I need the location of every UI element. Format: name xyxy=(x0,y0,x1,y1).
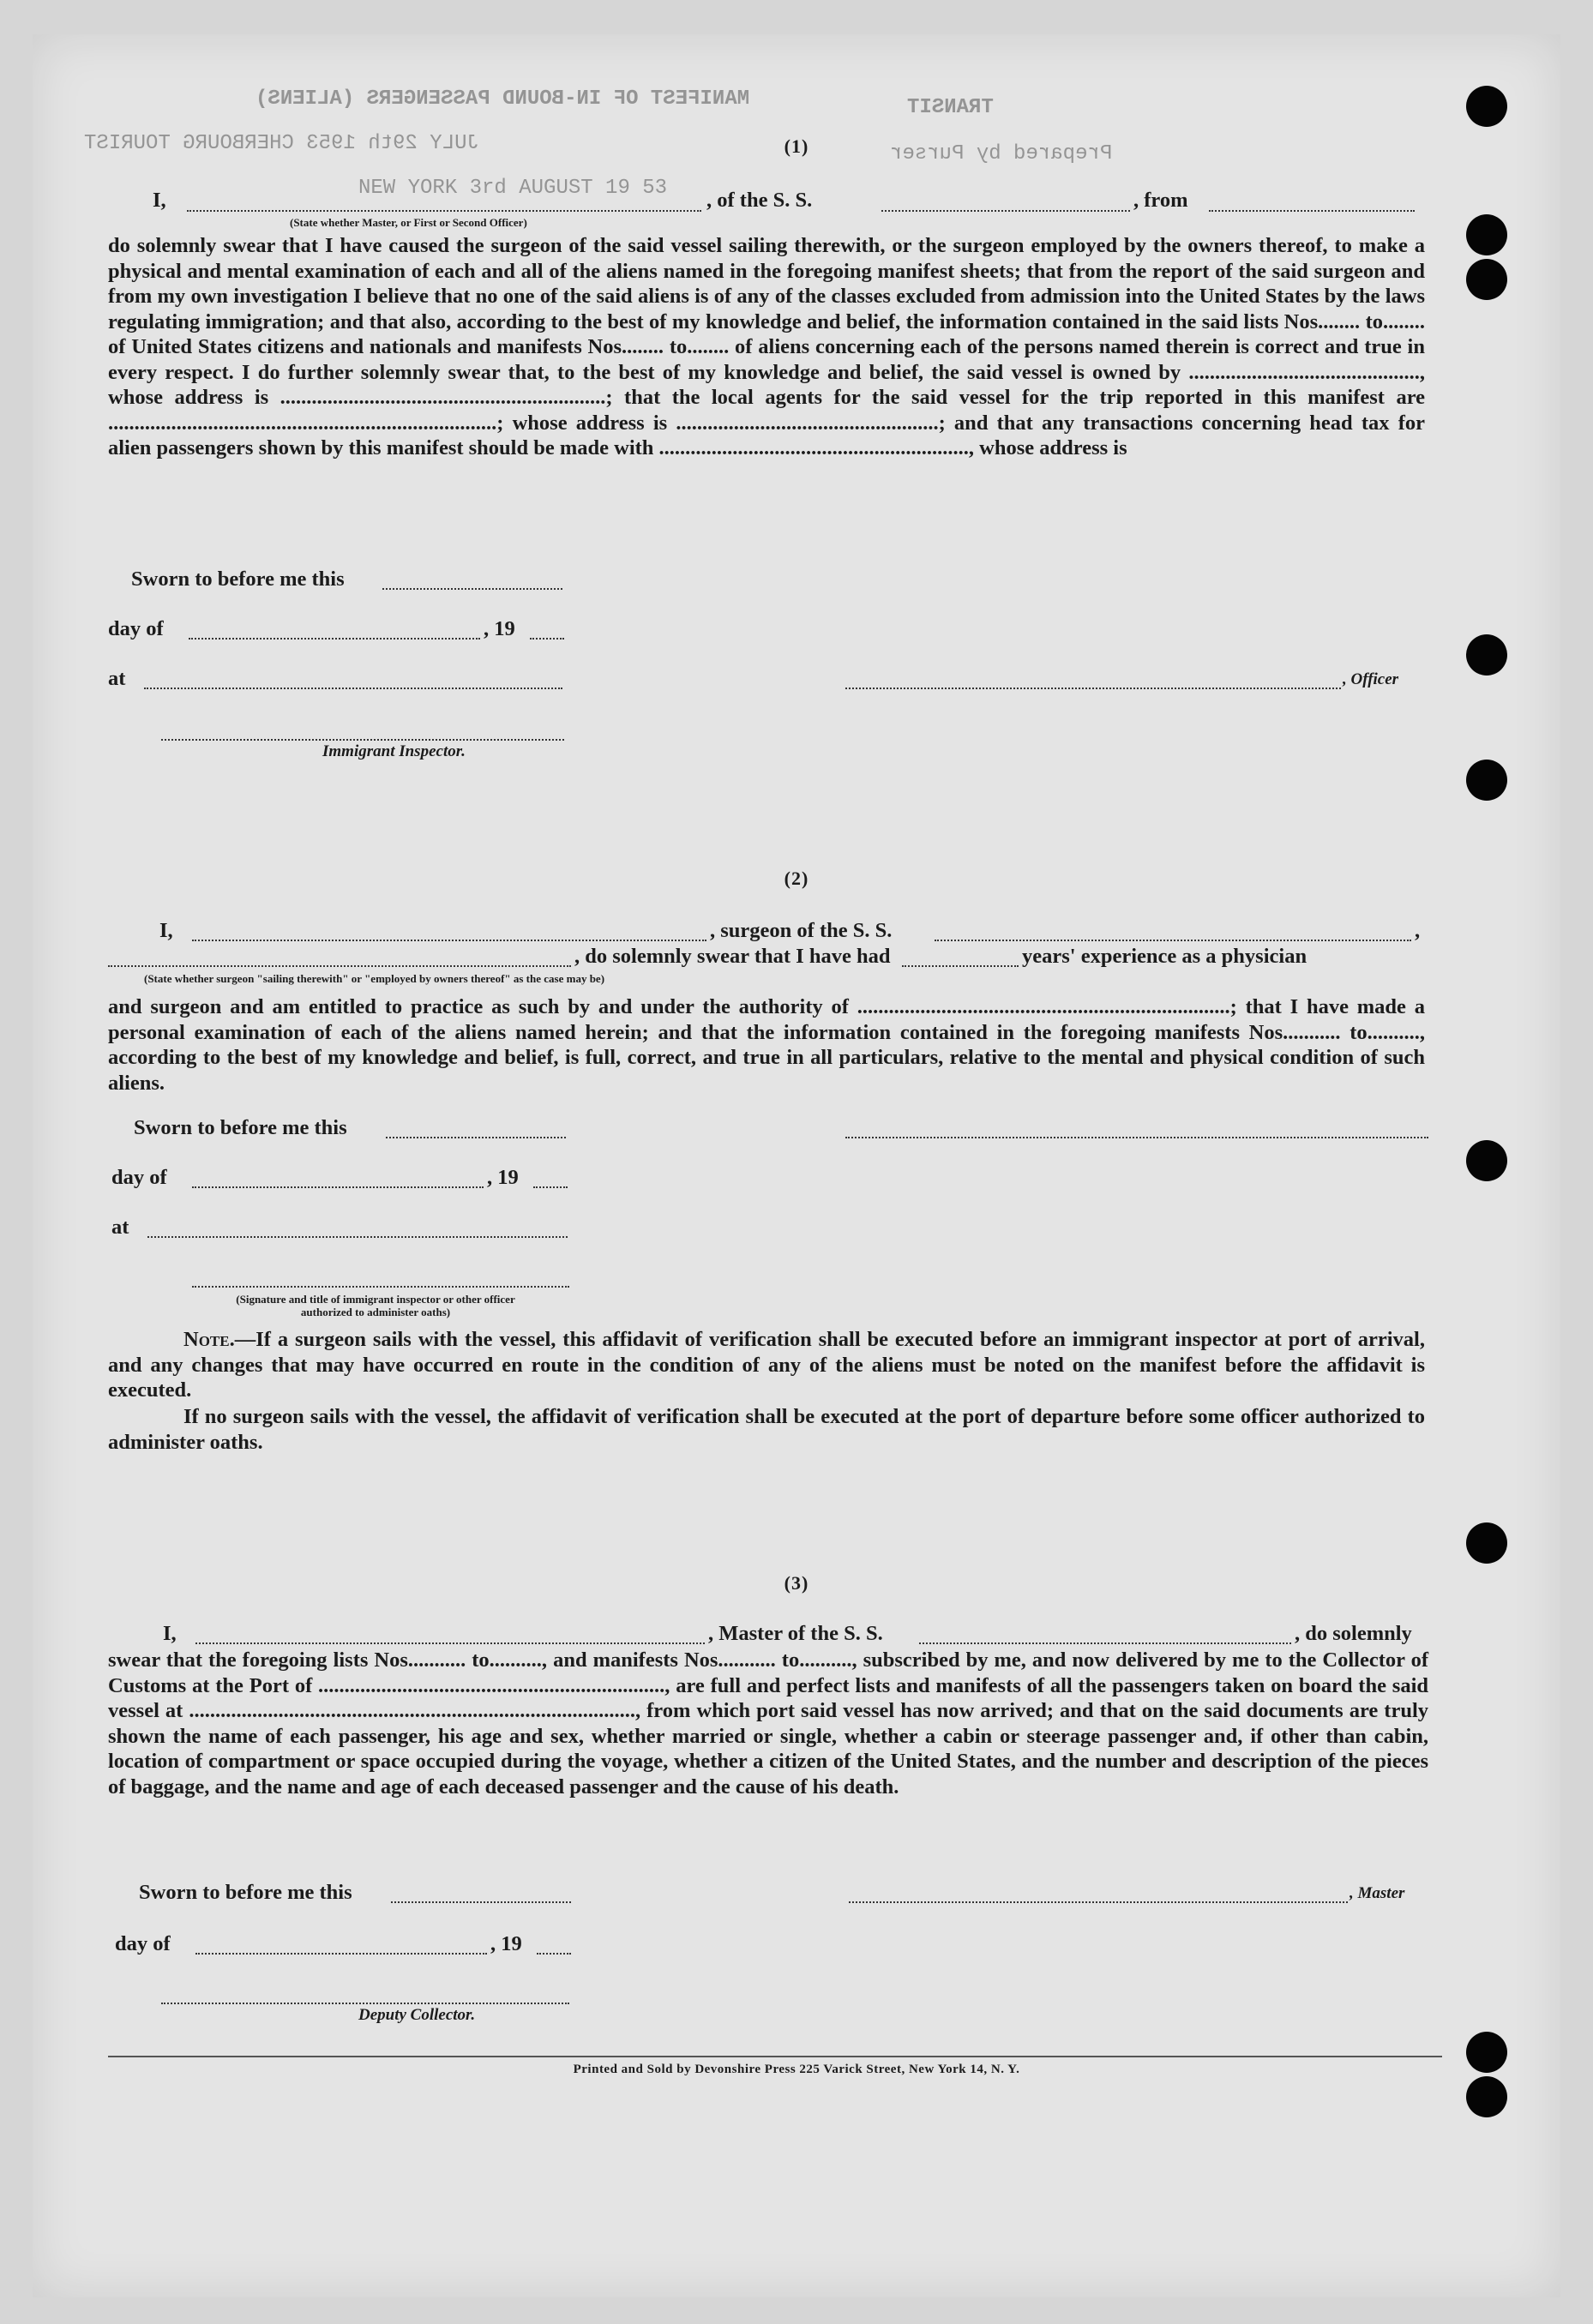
section-2-day-blank[interactable] xyxy=(192,1186,484,1188)
section-3-first-line-mid: , Master of the S. S. xyxy=(708,1622,883,1645)
note-text-1: —If a surgeon sails with the vessel, this affidavit of verification shall be executed before an immigrant inspector at port of arrival, and any changes that may have occurred en route in the condition of any of the aliens must be noted on the manifest before the affidavit is executed. xyxy=(108,1328,1425,1402)
officer-caption: (State whether Master, or First or Second Officer) xyxy=(290,216,527,229)
section-2-first-line-prefix: I, xyxy=(159,919,173,942)
section-2-first-line-mid: , surgeon of the S. S. xyxy=(710,919,893,942)
years-experience-blank[interactable] xyxy=(902,965,1019,967)
ghost-header-title: MANIFEST OF IN-BOUND PASSENGERS (ALIENS) xyxy=(255,87,750,111)
section-1-sworn-blank[interactable] xyxy=(382,588,562,590)
section-1-sworn: Sworn to before me this xyxy=(131,567,345,591)
printer-footer: Printed and Sold by Devonshire Press 225 Varick Street, New York 14, N. Y. xyxy=(573,2063,1020,2076)
punch-hole xyxy=(1466,634,1507,676)
manifest-page xyxy=(33,34,1560,2297)
section-3-sworn: Sworn to before me this xyxy=(139,1881,352,1904)
punch-hole xyxy=(1466,760,1507,801)
section-1-at: at xyxy=(108,667,126,690)
section-1-day-blank[interactable] xyxy=(189,638,480,640)
punch-hole xyxy=(1466,214,1507,255)
ghost-prepared-by: Prepared by Purser xyxy=(890,142,1113,165)
from-port-blank[interactable] xyxy=(1209,210,1415,212)
section-3-sworn-blank[interactable] xyxy=(391,1901,571,1903)
section-2-body: and surgeon and am entitled to practice as such by and under the authority of .......................................................................; that I have made a personal examination of each of the aliens named herein; and that the information contained in the foregoing manifests Nos........... to.........., according to the best of my knowledge and belief, is full, correct, and true in all particulars, relative to the mental and physical condition of such aliens. xyxy=(108,995,1425,1095)
section-1-body: do solemnly swear that I have caused the surgeon of the said vessel sailing therewith, or the surgeon employed by the owners thereof, to make a physical and mental examination of each and all of the aliens named in the foregoing manifest sheets; that from the report of the said surgeon and from my own investigation I believe that no one of the said aliens is of any of the classes excluded from admission into the United States by the laws regulating immigration; and that also, according to the best of my knowledge and belief, the information contained in the said lists Nos........ to........ of United States citizens and nationals and manifests Nos........ to........ of aliens concerning each of the persons named therein is correct and true in every respect. I do further solemnly swear that, to the best of my knowledge and belief, the said vessel is owned by ............................................, whose address is ..............................................................; that the local agents for the said vessel for the trip reported in this manifest are ..........................................................................; whose address is ..................................................; and that any transactions concerning head tax for alien passengers shown by this manifest should be made with ..........................................................., whose address is xyxy=(108,234,1425,459)
section-3-first-line-end: , do solemnly xyxy=(1295,1622,1412,1645)
footer-rule xyxy=(108,2056,1442,2057)
section-3-year: , 19 xyxy=(490,1932,522,1955)
note-paragraph-2: If no surgeon sails with the vessel, the affidavit of verification shall be executed at the port of departure before some officer authorized to administer oaths. xyxy=(108,1405,1425,1454)
section-2-year: , 19 xyxy=(487,1166,519,1189)
section-3-number: (3) xyxy=(784,1572,809,1594)
section-2-ship-blank[interactable] xyxy=(935,940,1411,941)
section-1-year-blank[interactable] xyxy=(530,638,564,640)
section-2-second-line-mid: , do solemnly swear that I have had xyxy=(574,945,891,968)
punch-hole xyxy=(1466,86,1507,127)
master-signature-blank[interactable] xyxy=(849,1901,1348,1903)
section-1-year: , 19 xyxy=(484,617,515,640)
section-2-at-blank[interactable] xyxy=(147,1236,568,1238)
surgeon-status-blank[interactable] xyxy=(108,965,571,967)
section-2-number: (2) xyxy=(784,868,809,889)
section-2-at: at xyxy=(111,1216,129,1239)
deputy-collector-label: Deputy Collector. xyxy=(358,2006,476,2024)
surgeon-caption: (State whether surgeon "sailing therewith" or "employed by owners thereof" as the case may be) xyxy=(144,972,605,985)
punch-hole xyxy=(1466,2076,1507,2117)
inspector-signature-blank[interactable] xyxy=(161,739,564,741)
surgeon-signature-blank[interactable] xyxy=(845,1137,1428,1138)
ghost-port-line: NEW YORK 3rd AUGUST 19 53 xyxy=(358,177,668,200)
signature-caption: (Signature and title of immigrant inspector or other officer authorized to administer oaths) xyxy=(236,1293,515,1318)
ghost-transit: TRANSIT xyxy=(907,96,994,119)
section-3-body: swear that the foregoing lists Nos........... to.........., and manifests Nos........... to.........., subscribed by me, and now delivered by me to the Collector of Customs at the Port of .................................................................., are full and perfect lists and manifests of all the passengers taken on board the said vessel at ....................................................................................., from which port said vessel has now arrived; and that on the said documents are truly shown the name of each passenger, his age and sex, whether married or single, whether a cabin or steerage passenger and, if other than cabin, location of compartment or space occupied during the voyage, whether a citizen of the United States, and the number and description of the pieces of baggage, and the name and age of each deceased passenger and the cause of his death. xyxy=(108,1648,1428,1799)
section-1-first-line-end: , from xyxy=(1133,189,1188,212)
section-1-day-of: day of xyxy=(108,617,164,640)
section-2-second-line-end: years' experience as a physician xyxy=(1022,945,1307,968)
section-2-day-of: day of xyxy=(111,1166,167,1189)
officer-name-blank[interactable] xyxy=(187,210,701,212)
master-label: , Master xyxy=(1350,1884,1405,1902)
note-label: Note. xyxy=(183,1328,235,1351)
immigrant-inspector-label: Immigrant Inspector. xyxy=(322,742,466,760)
collector-signature-blank[interactable] xyxy=(161,2003,569,2004)
officer-signature-blank[interactable] xyxy=(845,688,1341,689)
ghost-ship-line: JULY 29th 1953 CHERBOURG TOURIST xyxy=(84,132,479,155)
punch-hole xyxy=(1466,259,1507,300)
section-3-year-blank[interactable] xyxy=(537,1953,571,1955)
section-3-day-blank[interactable] xyxy=(195,1953,487,1955)
authorized-officer-signature-blank[interactable] xyxy=(192,1286,569,1288)
section-1-number: (1) xyxy=(784,135,809,157)
section-2-year-blank[interactable] xyxy=(533,1186,568,1188)
note-paragraph-1 xyxy=(108,1327,1425,1403)
section-3-ship-blank[interactable] xyxy=(919,1642,1291,1644)
section-2-sworn-blank[interactable] xyxy=(386,1137,566,1138)
section-2-first-line-end: , xyxy=(1415,919,1421,942)
punch-hole xyxy=(1466,1522,1507,1564)
section-3-first-line-prefix: I, xyxy=(163,1622,177,1645)
master-name-blank[interactable] xyxy=(195,1642,705,1644)
section-2-sworn: Sworn to before me this xyxy=(134,1116,347,1139)
section-1-first-line-mid: , of the S. S. xyxy=(706,189,813,212)
officer-label: , Officer xyxy=(1343,670,1399,688)
punch-hole xyxy=(1466,1140,1507,1181)
section-1-at-blank[interactable] xyxy=(144,688,562,689)
section-3-day-of: day of xyxy=(115,1932,171,1955)
section-1-first-line-prefix: I, xyxy=(153,189,166,212)
ship-name-blank[interactable] xyxy=(881,210,1130,212)
surgeon-name-blank[interactable] xyxy=(192,940,706,941)
